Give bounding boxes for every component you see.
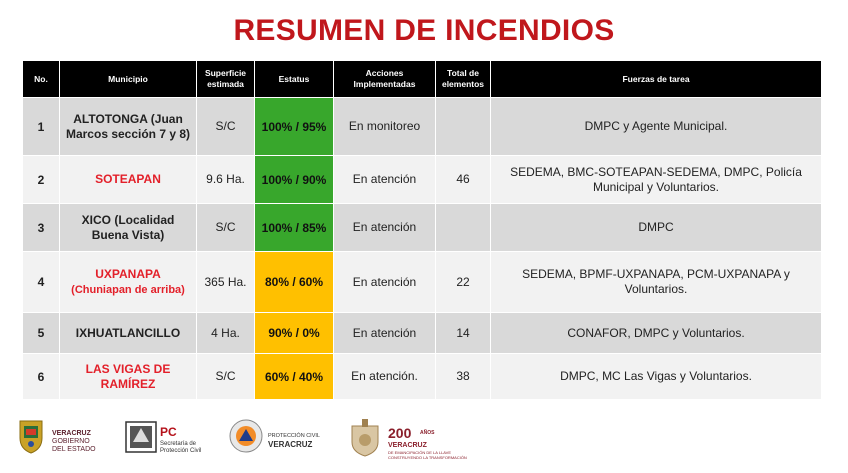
aniversario-number: 200 xyxy=(388,425,412,441)
aniversario-emblem-icon xyxy=(348,418,382,458)
row-municipio: XICO (Localidad Buena Vista) xyxy=(60,204,197,252)
row-fuerzas: DMPC, MC Las Vigas y Voluntarios. xyxy=(491,354,822,400)
pc-logo-line2: Protección Civil xyxy=(160,448,202,454)
row-number: 2 xyxy=(23,156,60,204)
table-row xyxy=(23,252,822,313)
row-estatus: 100% / 90% xyxy=(255,156,334,204)
table-row xyxy=(23,156,822,204)
row-fuerzas: DMPC y Agente Municipal. xyxy=(491,98,822,156)
row-superficie: S/C xyxy=(197,354,255,400)
pc-emblem-icon xyxy=(124,418,158,454)
header-no: No. xyxy=(23,61,60,98)
header-fuerzas: Fuerzas de tarea xyxy=(491,61,822,98)
footer-logos xyxy=(0,412,848,473)
page-title: RESUMEN DE INCENDIOS xyxy=(233,14,615,47)
row-fuerzas: DMPC xyxy=(491,204,822,252)
fires-table xyxy=(22,60,822,400)
row-estatus: 100% / 85% xyxy=(255,204,334,252)
row-estatus: 80% / 60% xyxy=(255,252,334,313)
row-acciones: En atención. xyxy=(334,354,436,400)
header-acciones: Acciones Implementadas xyxy=(334,61,436,98)
veracruz-shield-icon xyxy=(18,418,44,454)
row-acciones: En atención xyxy=(334,252,436,313)
header-municipio: Municipio xyxy=(60,61,197,98)
row-total: 38 xyxy=(436,354,491,400)
row-number: 3 xyxy=(23,204,60,252)
row-superficie: 9.6 Ha. xyxy=(197,156,255,204)
row-total: 22 xyxy=(436,252,491,313)
header-superficie: Superficie estimada xyxy=(197,61,255,98)
row-acciones: En atención xyxy=(334,204,436,252)
aniversario-line1: VERACRUZ xyxy=(388,442,427,449)
table-header-row xyxy=(23,61,822,98)
pc-logo-abbr: PC xyxy=(160,425,177,439)
proteccion-logo-line2: VERACRUZ xyxy=(268,440,313,449)
row-estatus: 90% / 0% xyxy=(255,313,334,354)
row-fuerzas: SEDEMA, BPMF-UXPANAPA, PCM-UXPANAPA y Voluntarios. xyxy=(491,252,822,313)
row-acciones: En atención xyxy=(334,156,436,204)
row-total: 46 xyxy=(436,156,491,204)
row-total xyxy=(436,204,491,252)
row-superficie: 365 Ha. xyxy=(197,252,255,313)
row-number: 1 xyxy=(23,98,60,156)
row-municipio: IXHUATLANCILLO xyxy=(60,313,197,354)
aniversario-line2: DE EMANCIPACIÓN DE LA LLAVE xyxy=(388,450,451,455)
row-municipio-locality: (Chuniapan de arriba) xyxy=(71,283,185,296)
header-total: Total de elementos xyxy=(436,61,491,98)
proteccion-logo-line1: PROTECCIÓN CIVIL xyxy=(268,433,320,439)
header-estatus: Estatus xyxy=(255,61,334,98)
row-fuerzas: SEDEMA, BMC-SOTEAPAN-SEDEMA, DMPC, Policía Municipal y Voluntarios. xyxy=(491,156,822,204)
row-municipio: ALTOTONGA (Juan Marcos sección 7 y 8) xyxy=(60,98,197,156)
aniversario-sub: AÑOS xyxy=(420,430,435,436)
table-row xyxy=(23,98,822,156)
row-total: 14 xyxy=(436,313,491,354)
table-row xyxy=(23,204,822,252)
pc-logo-line1: Secretaría de xyxy=(160,441,197,447)
aniversario-line3: CONSTRUYENDO LA TRANSFORMACIÓN xyxy=(388,455,467,460)
row-acciones: En monitoreo xyxy=(334,98,436,156)
row-superficie: S/C xyxy=(197,204,255,252)
row-municipio-name: UXPANAPA xyxy=(95,266,161,281)
row-number: 4 xyxy=(23,252,60,313)
veracruz-logo-line1: VERACRUZ xyxy=(52,430,91,437)
row-superficie: 4 Ha. xyxy=(197,313,255,354)
row-superficie: S/C xyxy=(197,98,255,156)
veracruz-logo-line3: DEL ESTADO xyxy=(52,446,96,453)
row-estatus: 100% / 95% xyxy=(255,98,334,156)
row-municipio xyxy=(60,252,197,313)
row-fuerzas: CONAFOR, DMPC y Voluntarios. xyxy=(491,313,822,354)
row-acciones: En atención xyxy=(334,313,436,354)
veracruz-logo-line2: GOBIERNO xyxy=(52,438,90,445)
row-number: 6 xyxy=(23,354,60,400)
table-row xyxy=(23,313,822,354)
proteccion-civil-icon xyxy=(228,418,264,454)
table-row xyxy=(23,354,822,400)
row-municipio: SOTEAPAN xyxy=(60,156,197,204)
row-number: 5 xyxy=(23,313,60,354)
row-municipio: LAS VIGAS DE RAMÍREZ xyxy=(60,354,197,400)
row-estatus: 60% / 40% xyxy=(255,354,334,400)
row-total xyxy=(436,98,491,156)
